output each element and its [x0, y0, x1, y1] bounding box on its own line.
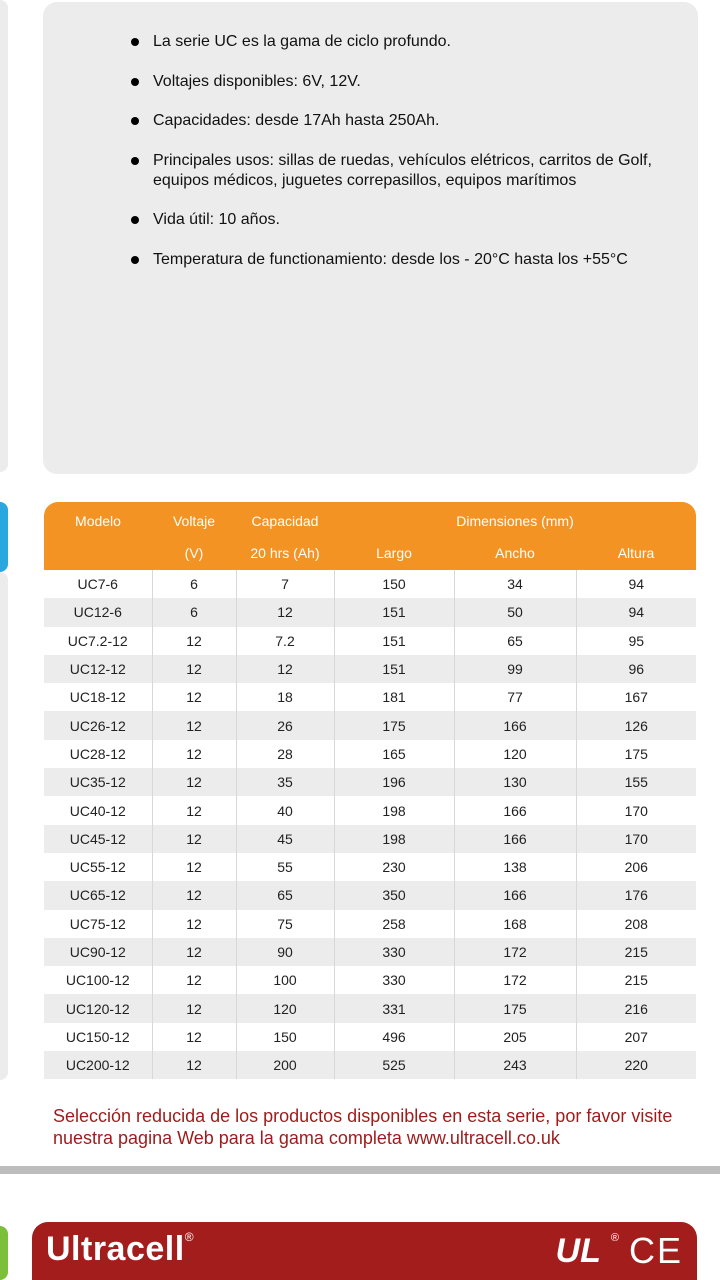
cell-modelo: UC40-12: [44, 796, 152, 824]
cell-largo: 230: [334, 853, 454, 881]
cell-capacidad: 55: [236, 853, 334, 881]
cell-voltaje: 6: [152, 598, 236, 626]
side-tab-grey: [0, 0, 8, 472]
cell-altura: 170: [576, 796, 696, 824]
cell-modelo: UC100-12: [44, 966, 152, 994]
table-row: [44, 655, 696, 683]
cell-capacidad: 12: [236, 598, 334, 626]
cell-modelo: UC45-12: [44, 825, 152, 853]
cell-altura: 216: [576, 994, 696, 1022]
header-voltaje: Voltaje: [152, 502, 236, 536]
cell-ancho: 120: [454, 740, 576, 768]
specifications-table: [44, 502, 696, 1079]
ultracell-logo: [46, 1230, 194, 1269]
cell-modelo: UC120-12: [44, 994, 152, 1022]
table-row: [44, 910, 696, 938]
feature-item: Capacidades: desde 17Ah hasta 250Ah.: [131, 111, 671, 131]
cell-voltaje: 12: [152, 910, 236, 938]
cell-altura: 167: [576, 683, 696, 711]
cell-largo: 198: [334, 796, 454, 824]
cell-altura: 126: [576, 711, 696, 739]
cell-voltaje: 12: [152, 683, 236, 711]
cell-capacidad: 12: [236, 655, 334, 683]
cell-voltaje: 12: [152, 1023, 236, 1051]
cell-voltaje: 12: [152, 711, 236, 739]
cell-modelo: UC7-6: [44, 570, 152, 598]
cell-voltaje: 6: [152, 570, 236, 598]
cell-ancho: 166: [454, 825, 576, 853]
cell-capacidad: 200: [236, 1051, 334, 1079]
table-row: [44, 881, 696, 909]
cell-ancho: 168: [454, 910, 576, 938]
cell-voltaje: 12: [152, 796, 236, 824]
cell-modelo: UC65-12: [44, 881, 152, 909]
cell-ancho: 243: [454, 1051, 576, 1079]
header-modelo-sub: [44, 536, 152, 570]
cell-voltaje: 12: [152, 768, 236, 796]
side-tab-grey-lower: [0, 572, 8, 1080]
cell-capacidad: 28: [236, 740, 334, 768]
cell-voltaje: 12: [152, 655, 236, 683]
cell-largo: 330: [334, 938, 454, 966]
table-row: [44, 994, 696, 1022]
table-row: [44, 825, 696, 853]
feature-item: Vida útil: 10 años.: [131, 210, 671, 230]
cell-modelo: UC26-12: [44, 711, 152, 739]
cell-capacidad: 35: [236, 768, 334, 796]
section-divider: [0, 1166, 720, 1174]
table-row: [44, 853, 696, 881]
cell-altura: 170: [576, 825, 696, 853]
cell-altura: 94: [576, 598, 696, 626]
table-row: [44, 938, 696, 966]
cell-voltaje: 12: [152, 1051, 236, 1079]
cell-ancho: 166: [454, 796, 576, 824]
cell-modelo: UC90-12: [44, 938, 152, 966]
cell-altura: 215: [576, 938, 696, 966]
feature-item: Temperatura de functionamiento: desde los - 20°C hasta los +55°C: [131, 250, 671, 270]
cell-voltaje: 12: [152, 740, 236, 768]
cell-capacidad: 18: [236, 683, 334, 711]
cell-capacidad: 40: [236, 796, 334, 824]
feature-item: La serie UC es la gama de ciclo profundo.: [131, 32, 671, 52]
cell-voltaje: 12: [152, 994, 236, 1022]
cell-largo: 330: [334, 966, 454, 994]
table-row: [44, 740, 696, 768]
side-tab-blue: [0, 502, 8, 572]
ul-registered-mark: ®: [610, 1232, 619, 1244]
table-row: [44, 768, 696, 796]
ul-certification-icon: UL: [555, 1232, 601, 1270]
cell-largo: 496: [334, 1023, 454, 1051]
cell-altura: 176: [576, 881, 696, 909]
cell-modelo: UC75-12: [44, 910, 152, 938]
cell-largo: 181: [334, 683, 454, 711]
cell-capacidad: 100: [236, 966, 334, 994]
cell-ancho: 99: [454, 655, 576, 683]
cell-capacidad: 75: [236, 910, 334, 938]
cell-ancho: 65: [454, 627, 576, 655]
cell-altura: 95: [576, 627, 696, 655]
header-ancho: Ancho: [454, 536, 576, 570]
cell-altura: 175: [576, 740, 696, 768]
logo-text: Ultracell: [46, 1230, 185, 1268]
certification-marks: [556, 1232, 683, 1270]
cell-ancho: 166: [454, 881, 576, 909]
feature-item: Principales usos: sillas de ruedas, vehículos elétricos, carritos de Golf, equipos médicos, juguetes correpasillos, equipos marítimos: [131, 151, 671, 191]
ce-marking-icon: CE: [628, 1230, 683, 1271]
cell-altura: 96: [576, 655, 696, 683]
feature-card: [43, 2, 698, 474]
cell-largo: 151: [334, 598, 454, 626]
header-dimensiones: Dimensiones (mm): [334, 502, 696, 536]
cell-capacidad: 7: [236, 570, 334, 598]
cell-modelo: UC150-12: [44, 1023, 152, 1051]
cell-ancho: 77: [454, 683, 576, 711]
cell-modelo: UC12-6: [44, 598, 152, 626]
header-largo: Largo: [334, 536, 454, 570]
cell-modelo: UC200-12: [44, 1051, 152, 1079]
table-row: [44, 796, 696, 824]
cell-ancho: 34: [454, 570, 576, 598]
cell-ancho: 138: [454, 853, 576, 881]
cell-altura: 220: [576, 1051, 696, 1079]
table-row: [44, 598, 696, 626]
logo-registered-mark: ®: [184, 1230, 195, 1244]
cell-largo: 151: [334, 655, 454, 683]
cell-altura: 215: [576, 966, 696, 994]
cell-voltaje: 12: [152, 825, 236, 853]
table-row: [44, 1023, 696, 1051]
table-row: [44, 966, 696, 994]
cell-modelo: UC35-12: [44, 768, 152, 796]
cell-capacidad: 150: [236, 1023, 334, 1051]
cell-largo: 525: [334, 1051, 454, 1079]
cell-ancho: 50: [454, 598, 576, 626]
cell-voltaje: 12: [152, 938, 236, 966]
cell-capacidad: 26: [236, 711, 334, 739]
table-row: [44, 627, 696, 655]
cell-capacidad: 45: [236, 825, 334, 853]
cell-largo: 331: [334, 994, 454, 1022]
cell-capacidad: 90: [236, 938, 334, 966]
cell-ancho: 175: [454, 994, 576, 1022]
cell-modelo: UC18-12: [44, 683, 152, 711]
availability-note: Selección reducida de los productos disponibles en esta serie, por favor visite nuestra pagina Web para la gama completa www.ultracell.co.uk: [53, 1106, 673, 1148]
cell-largo: 151: [334, 627, 454, 655]
header-modelo: Modelo: [44, 502, 152, 536]
cell-modelo: UC12-12: [44, 655, 152, 683]
side-tab-green: [0, 1226, 8, 1280]
cell-altura: 94: [576, 570, 696, 598]
cell-ancho: 172: [454, 938, 576, 966]
cell-voltaje: 12: [152, 881, 236, 909]
cell-altura: 155: [576, 768, 696, 796]
cell-ancho: 172: [454, 966, 576, 994]
cell-voltaje: 12: [152, 966, 236, 994]
cell-largo: 258: [334, 910, 454, 938]
feature-item: Voltajes disponibles: 6V, 12V.: [131, 72, 671, 92]
cell-altura: 208: [576, 910, 696, 938]
cell-modelo: UC55-12: [44, 853, 152, 881]
cell-largo: 175: [334, 711, 454, 739]
table-row: [44, 1051, 696, 1079]
cell-ancho: 166: [454, 711, 576, 739]
cell-voltaje: 12: [152, 853, 236, 881]
cell-largo: 196: [334, 768, 454, 796]
header-voltaje-unit: (V): [152, 536, 236, 570]
table-row: [44, 570, 696, 598]
cell-altura: 206: [576, 853, 696, 881]
cell-capacidad: 120: [236, 994, 334, 1022]
cell-ancho: 205: [454, 1023, 576, 1051]
table-body: [44, 570, 696, 1079]
table-row: [44, 683, 696, 711]
cell-largo: 165: [334, 740, 454, 768]
cell-ancho: 130: [454, 768, 576, 796]
cell-largo: 350: [334, 881, 454, 909]
cell-capacidad: 65: [236, 881, 334, 909]
cell-voltaje: 12: [152, 627, 236, 655]
header-capacidad-unit: 20 hrs (Ah): [236, 536, 334, 570]
cell-capacidad: 7.2: [236, 627, 334, 655]
table-row: [44, 711, 696, 739]
header-capacidad: Capacidad: [236, 502, 334, 536]
cell-modelo: UC7.2-12: [44, 627, 152, 655]
cell-altura: 207: [576, 1023, 696, 1051]
cell-modelo: UC28-12: [44, 740, 152, 768]
feature-list: [131, 32, 671, 289]
cell-largo: 150: [334, 570, 454, 598]
header-altura: Altura: [576, 536, 696, 570]
cell-largo: 198: [334, 825, 454, 853]
brand-bar: [32, 1222, 697, 1280]
